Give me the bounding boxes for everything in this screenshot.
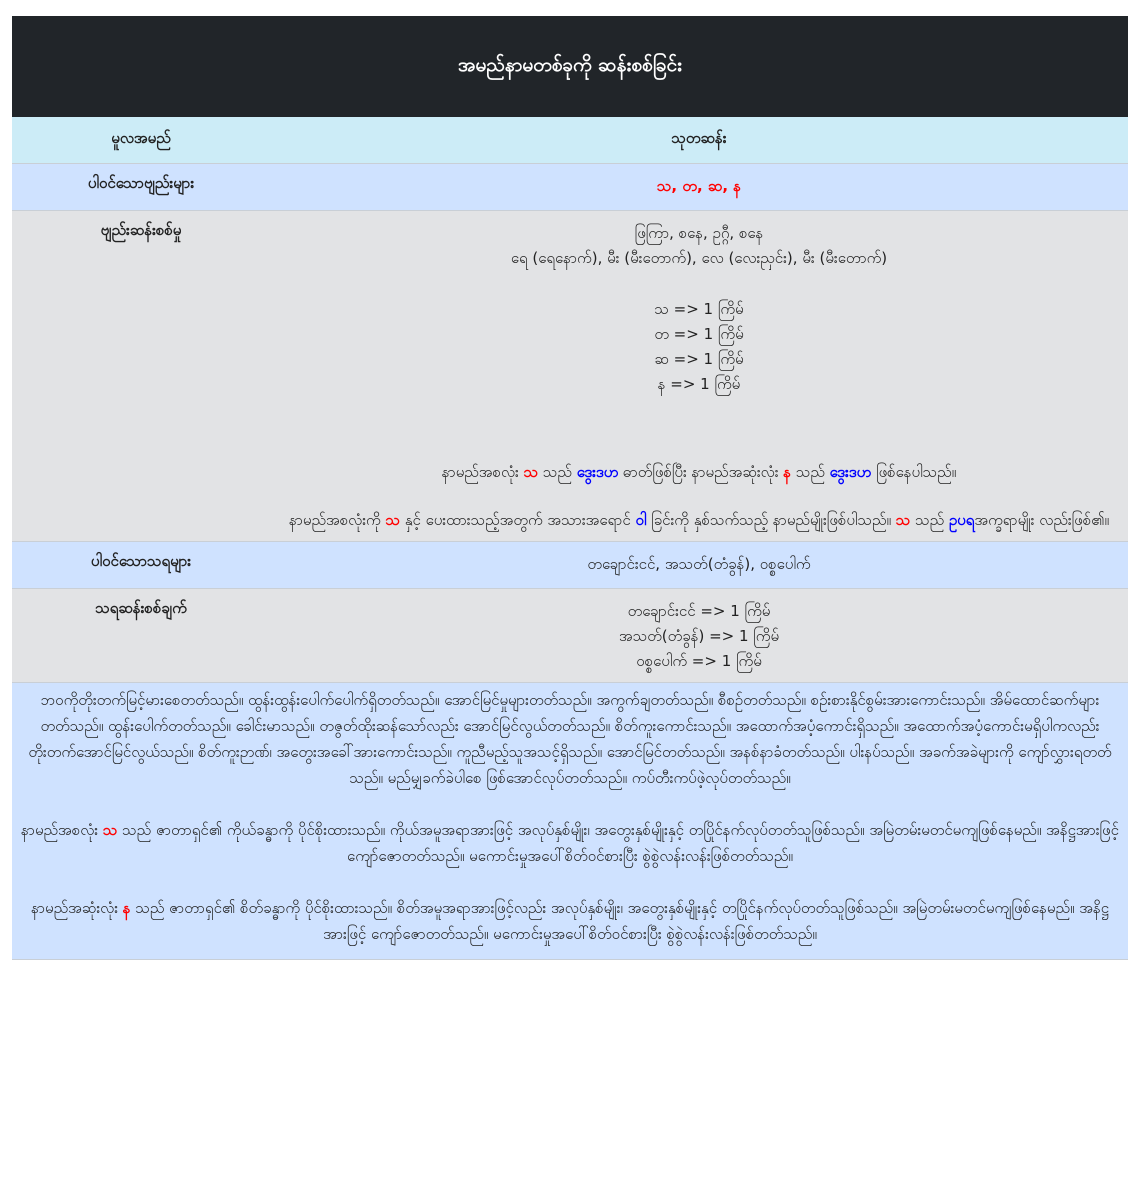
consonant-count: န => 1 ကြိမ် [657, 375, 741, 393]
table-header-row [12, 117, 1128, 164]
text-span: နာမည်အဆုံးလုံး [31, 899, 123, 917]
personality-paragraph: ဘဝကိုတိုးတက်မြင့်မားစေတတ်သည်။ ထွန်းထွန်းပေါက်ပေါက်ရှိတတ်သည်။ အောင်မြင်မှုများတတ်သည်။ အကွက်ချတတ်သည်။ စီစဉ်တတ်သည်။ စဉ်းစားနိုင်စွမ်းအားကောင်းသည်။ အိမ်ထောင်ဆက်များတတ်သည်။ ထွန်းပေါက်တတ်သည်။ ခေါင်းမာသည်။ တဇွတ်ထိုးဆန်သော်လည်း အောင်မြင်လွယ်တတ်သည်။ စိတ်ကူးကောင်းသည်။ အထောက်အပံ့ကောင်းရှိသည်။ အထောက်အပံ့ကောင်းမရှိပါကလည်း တိုးတက်အောင်မြင်လွယ်သည်။ စိတ်ကူးဉာဏ်၊ အတွေးအခေါ်အားကောင်းသည်။ ကူညီမည့်သူအသင့်ရှိသည်။ အောင်မြင်တတ်သည်။ အနစ်နာခံတတ်သည်။ ပါးနပ်သည်။ အခက်အခဲများကို ကျော်လွှားရတတ်သည်။ မည်မျှခက်ခဲပါစေ ဖြစ်အောင်လုပ်တတ်သည်။ ကပ်တီးကပ်ဖဲ့လုပ်တတ်သည်။ [28, 691, 1112, 787]
summary-content [12, 683, 1128, 960]
column-header-analysis: သုတဆန်း [270, 117, 1128, 164]
first-last-letter-paragraph [270, 459, 1128, 485]
vowel-analysis-label: သရဆန်းစစ်ချက် [12, 589, 270, 683]
consonants-value [270, 164, 1128, 211]
consonants-row [12, 164, 1128, 211]
text-span: နာမည်အစလုံး [441, 463, 524, 481]
text-span: ခြင်းကို နှစ်သက်သည့် နာမည်မျိုးဖြစ်ပါသည်။ [646, 511, 896, 529]
text-span: အက္ခရာမျိုး လည်းဖြစ်၏။ [974, 511, 1110, 529]
highlight-term: ဝါ [635, 511, 647, 529]
consonant-analysis-content [270, 211, 1128, 542]
text-span: သည် [791, 463, 830, 481]
page-title: အမည်နာမတစ်ခုကို ဆန်းစစ်ခြင်း [12, 16, 1128, 117]
consonant-count: ဆ => 1 ကြိမ် [654, 350, 744, 368]
highlight-term: ဒွေးဒဟ [576, 463, 619, 481]
element-line: ရေ (ရေနောက်), မီး (မီးတောက်), လေ (လေးညှင်း), မီး (မီးတောက်) [510, 249, 888, 267]
highlight-term: ဥပရ [948, 511, 975, 529]
consonant-analysis-label: ဗျည်းဆန်းစစ်မှု [12, 211, 270, 542]
summary-row [12, 683, 1128, 960]
vowel-count: အသတ်(တံခွန်) => 1 ကြိမ် [618, 627, 780, 645]
highlight-term: ဒွေးဒဟ [829, 463, 872, 481]
text-span: နာမည်အစလုံးကို [288, 511, 386, 529]
column-header-original-name: မူလအမည် [12, 117, 270, 164]
vowels-row [12, 542, 1128, 589]
text-span: နှင့် ပေးထားသည့်အတွက် အသားအရောင် [399, 511, 636, 529]
text-span: ဖြစ်နေပါသည်။ [871, 463, 957, 481]
consonants-value-text: သ, တ, ဆ, န [656, 177, 742, 195]
highlight-letter: သ [523, 463, 539, 481]
consonant-count: တ => 1 ကြိမ် [654, 325, 744, 343]
consonants-label: ပါဝင်သောဗျည်းများ [12, 164, 270, 211]
highlight-letter: သ [102, 821, 118, 839]
text-span: သည် [538, 463, 577, 481]
text-span: ဓာတ်ဖြစ်ပြီး နာမည်အဆုံးလုံး [618, 463, 784, 481]
vowel-count: ဝစ္စပေါက် => 1 ကြိမ် [636, 652, 762, 670]
highlight-letter: သ [895, 511, 911, 529]
vowel-analysis-content [270, 589, 1128, 683]
planet-line: ဖြကြာ, စနေ, ဥဂ္ဂီ, စနေ [634, 224, 764, 242]
text-span: သည် ဇာတာရှင်၏ ကိုယ်ခန္ဓာကို ပိုင်စိုးထားသည်။ ကိုယ်အမူအရာအားဖြင့် အလုပ်နှစ်မျိုး၊ အတွေးနှစ်မျိုးနှင့် တပြိုင်နက်လုပ်တတ်သူဖြစ်သည်။ အမြဲတမ်းမတင်မကျဖြစ်နေမည်။ အနိဋ္ဌအားဖြင့် ကျော်ဇောတတ်သည်။ မကောင်းမှုအပေါ်စိတ်ဝင်စားပြီး စွဲစွဲလန်းလန်းဖြစ်တတ်သည်။ [117, 821, 1119, 865]
consonant-analysis-row [12, 211, 1128, 542]
highlight-letter: န [783, 463, 792, 481]
color-preference-paragraph [270, 507, 1128, 533]
analysis-table [12, 117, 1128, 960]
text-span: နာမည်အစလုံး [21, 821, 103, 839]
vowels-value: တချောင်းငင်, အသတ်(တံခွန်), ဝစ္စပေါက် [270, 542, 1128, 589]
consonant-count: သ => 1 ကြိမ် [654, 300, 744, 318]
first-letter-paragraph [18, 817, 1122, 869]
vowel-count: တချောင်းငင် => 1 ကြိမ် [627, 602, 771, 620]
highlight-letter: န [122, 899, 131, 917]
vowels-label: ပါဝင်သောသရများ [12, 542, 270, 589]
text-span: သည် ဇာတာရှင်၏ စိတ်ခန္ဓာကို ပိုင်စိုးထားသည်။ စိတ်အမူအရာအားဖြင့်လည်း အလုပ်နှစ်မျိုး၊ အတွေးနှစ်မျိုးနှင့် တပြိုင်နက်လုပ်တတ်သူဖြစ်သည်။ အမြဲတမ်းမတင်မကျဖြစ်နေမည်။ အနိဋ္ဌအားဖြင့် ကျော်ဇောတတ်သည်။ မကောင်းမှုအပေါ်စိတ်ဝင်စားပြီး စွဲစွဲလန်းလန်းဖြစ်တတ်သည်။ [130, 899, 1109, 943]
text-span: သည် [910, 511, 949, 529]
analysis-card [12, 16, 1128, 960]
vowel-analysis-row [12, 589, 1128, 683]
highlight-letter: သ [385, 511, 400, 529]
last-letter-paragraph [18, 895, 1122, 947]
